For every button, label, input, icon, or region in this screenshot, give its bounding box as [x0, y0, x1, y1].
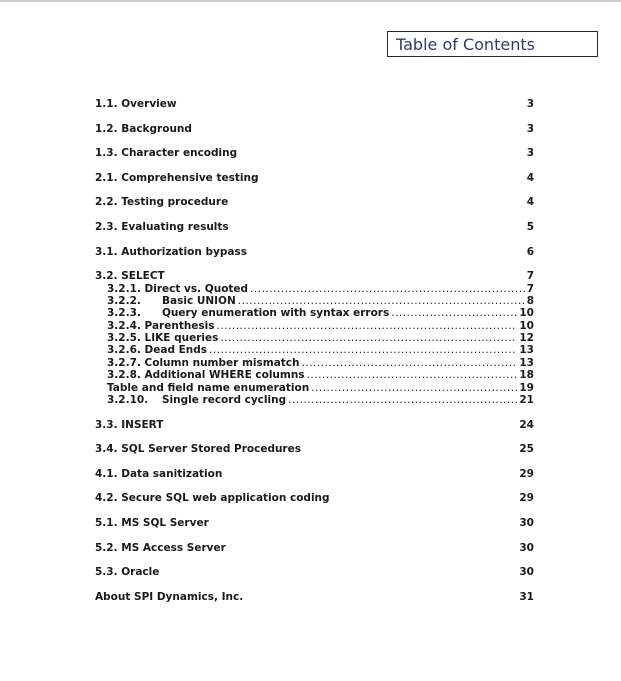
toc-entry-number: 3.2.3.	[107, 307, 141, 319]
toc-entry-page: 19	[519, 382, 534, 394]
toc-entry-3-1[interactable]	[95, 245, 534, 259]
toc-entry-page: 10	[519, 307, 534, 319]
toc-entry-2-3[interactable]	[95, 220, 534, 234]
toc-entry-page: 7	[526, 270, 534, 282]
toc-entry-5-1[interactable]	[95, 516, 534, 530]
toc-entry-4-2[interactable]	[95, 491, 534, 505]
toc-entry-page: 31	[519, 591, 534, 603]
toc-entry-label: 3.3. INSERT	[95, 419, 164, 431]
toc-entry-label: 4.2. Secure SQL web application coding	[95, 492, 330, 504]
toc-title: Table of Contents	[396, 35, 535, 54]
toc-entry-page: 7	[526, 283, 534, 295]
toc-entry-label: 3.4. SQL Server Stored Procedures	[95, 443, 301, 455]
toc-entry-page: 5	[526, 221, 534, 233]
toc-entry-5-2[interactable]	[95, 541, 534, 555]
toc-entry-page: 30	[519, 566, 534, 578]
toc-entry-label: 2.3. Evaluating results	[95, 221, 229, 233]
toc-entry-3-2-10[interactable]	[107, 393, 534, 407]
toc-entry-label	[107, 393, 286, 407]
toc-entry-page: 4	[526, 172, 534, 184]
toc-entry-page: 3	[526, 123, 534, 135]
toc-entry-label: 1.2. Background	[95, 123, 192, 135]
toc-entry-label: 1.3. Character encoding	[95, 147, 238, 159]
toc-leader-dots	[307, 368, 518, 382]
toc-entry-page: 29	[519, 468, 534, 480]
toc-leader-dots	[288, 393, 517, 407]
toc-entry-number: 3.2.10.	[107, 394, 149, 406]
toc-entry-label: 5.3. Oracle	[95, 566, 160, 578]
toc-entry-1-3[interactable]	[95, 146, 534, 160]
toc-entry-text: Single record cycling	[162, 394, 287, 406]
toc-entry-label: 4.1. Data sanitization	[95, 468, 223, 480]
toc-entry-1-1[interactable]	[95, 97, 534, 111]
toc-entry-3-4[interactable]	[95, 442, 534, 456]
toc-entry-page: 21	[519, 394, 534, 406]
toc-entry-page: 8	[526, 295, 534, 307]
toc-entry-label: 3.2.4. Parenthesis	[107, 320, 215, 332]
toc-entry-page: 6	[526, 246, 534, 258]
toc-entry-label: 3.2.8. Additional WHERE columns	[107, 369, 305, 381]
toc-entry-label: 2.2. Testing procedure	[95, 196, 229, 208]
toc-entry-label	[107, 306, 389, 320]
toc-entry-page: 3	[526, 98, 534, 110]
toc-entry-4-1[interactable]	[95, 467, 534, 481]
toc-entry-page: 3	[526, 147, 534, 159]
toc-entry-page: 30	[519, 542, 534, 554]
toc-entry-text: Query enumeration with syntax errors	[162, 307, 390, 319]
toc-entry-label: 3.2.5. LIKE queries	[107, 332, 219, 344]
toc-entry-page: 13	[519, 357, 534, 369]
toc-entry-label: 3.2. SELECT	[95, 270, 165, 282]
toc-entry-page: 24	[519, 419, 534, 431]
toc-entry-text: Basic UNION	[162, 295, 236, 307]
toc-entry-label: 3.2.1. Direct vs. Quoted	[107, 283, 249, 295]
toc-entry-page: 10	[519, 320, 534, 332]
toc-entry-page: 29	[519, 492, 534, 504]
toc-entry-3-2[interactable]	[95, 269, 534, 283]
toc-entry-page: 25	[519, 443, 534, 455]
toc-entry-about[interactable]	[95, 590, 534, 604]
toc-entry-3-3[interactable]	[95, 418, 534, 432]
toc-entry-label: Table and field name enumeration	[107, 382, 310, 394]
toc-entry-label: 3.2.6. Dead Ends	[107, 344, 208, 356]
toc-entry-label: About SPI Dynamics, Inc.	[95, 591, 244, 603]
toc-entry-2-2[interactable]	[95, 195, 534, 209]
toc-entry-label: 3.2.7. Column number mismatch	[107, 357, 300, 369]
toc-entry-page: 30	[519, 517, 534, 529]
toc-entry-page: 18	[519, 369, 534, 381]
toc-entry-page: 12	[519, 332, 534, 344]
toc-entry-label: 5.1. MS SQL Server	[95, 517, 209, 529]
toc-entry-5-3[interactable]	[95, 565, 534, 579]
toc-entry-3-2-8[interactable]	[107, 368, 534, 382]
toc-entry-label: 5.2. MS Access Server	[95, 542, 226, 554]
toc-entry-number: 3.2.2.	[107, 295, 141, 307]
toc-entry-label: 1.1. Overview	[95, 98, 177, 110]
toc-entry-label: 3.1. Authorization bypass	[95, 246, 247, 258]
toc-entry-2-1[interactable]	[95, 171, 534, 185]
toc-entry-3-2-3[interactable]	[107, 306, 534, 320]
toc-entry-page: 4	[526, 196, 534, 208]
toc-entry-page: 13	[519, 344, 534, 356]
toc-leader-dots	[209, 343, 517, 357]
toc-entry-label: 2.1. Comprehensive testing	[95, 172, 259, 184]
toc-leader-dots	[391, 306, 517, 320]
toc-entry-1-2[interactable]	[95, 122, 534, 136]
toc-entry-3-2-6[interactable]	[107, 343, 534, 357]
